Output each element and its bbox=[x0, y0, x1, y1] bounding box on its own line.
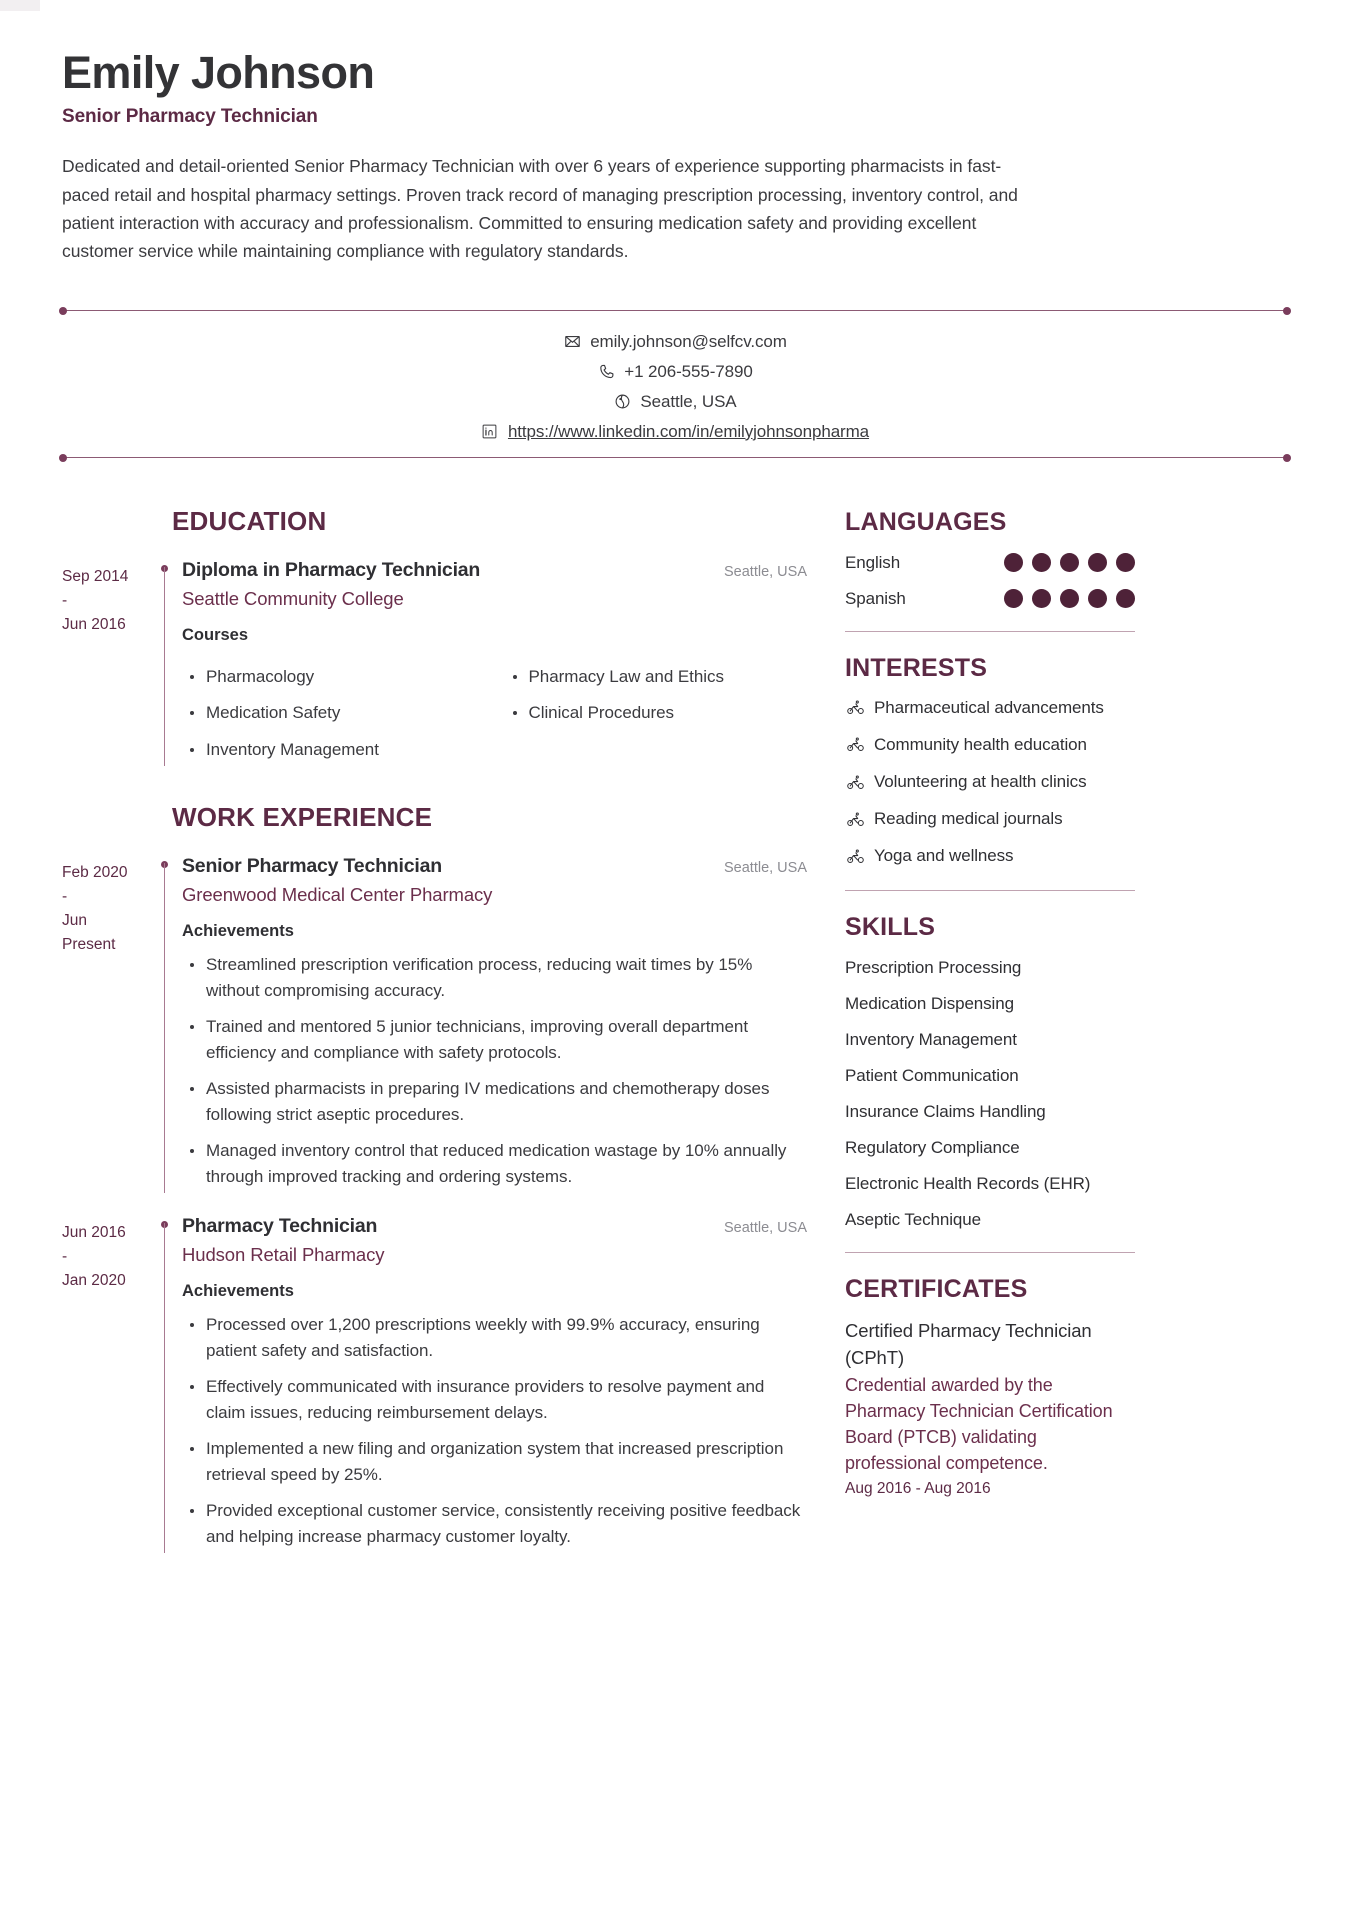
level-dot bbox=[1032, 553, 1051, 572]
skill-item: Patient Communication bbox=[845, 1066, 1019, 1086]
work-date-end-1: Jan 2020 bbox=[62, 1272, 126, 1290]
timeline-line bbox=[164, 567, 165, 767]
languages-section-title: LANGUAGES bbox=[845, 507, 1007, 536]
contact-location[interactable] bbox=[62, 387, 1288, 417]
interest-item bbox=[845, 807, 1135, 831]
skill-item: Insurance Claims Handling bbox=[845, 1102, 1046, 1122]
education-location: Seattle, USA bbox=[723, 563, 807, 580]
globe-icon bbox=[613, 393, 631, 411]
work-date-separator: - bbox=[62, 1248, 68, 1266]
education-degree: Diploma in Pharmacy Technician bbox=[182, 558, 481, 581]
interest-label: Reading medical journals bbox=[874, 809, 1063, 829]
certificate-description: Credential awarded by the Pharmacy Technician Certification Board (PTCB) validating professional competence. bbox=[845, 1375, 1113, 1474]
contact-email[interactable] bbox=[62, 327, 1288, 357]
education-timeline bbox=[158, 559, 172, 767]
work-achievements-label: Achievements bbox=[182, 1282, 294, 1301]
interests-section-title: INTERESTS bbox=[845, 653, 988, 682]
education-date-start: Sep 2014 bbox=[62, 567, 129, 585]
work-section-title: WORK EXPERIENCE bbox=[172, 802, 433, 833]
envelope-icon bbox=[563, 333, 581, 351]
certificate-item bbox=[845, 1318, 1135, 1498]
list-item: Clinical Procedures bbox=[505, 700, 808, 726]
list-item: Provided exceptional customer service, consistently receiving positive feedback and helping increase pharmacy customer loyalty. bbox=[182, 1498, 807, 1549]
bicycle-icon bbox=[845, 698, 865, 718]
education-entry-body bbox=[172, 559, 807, 767]
skills-section-title: SKILLS bbox=[845, 913, 936, 942]
work-entry-dates bbox=[62, 855, 158, 1193]
work-entry bbox=[62, 855, 807, 1193]
main-column bbox=[62, 506, 807, 1554]
level-dot bbox=[1060, 589, 1079, 608]
education-section bbox=[62, 506, 807, 767]
timeline-line bbox=[164, 863, 165, 1193]
certificate-name: Certified Pharmacy Technician (CPhT) bbox=[845, 1320, 1092, 1369]
work-date-separator: - bbox=[62, 888, 68, 906]
contact-rule-bottom bbox=[62, 457, 1288, 458]
interest-label: Pharmaceutical advancements bbox=[874, 697, 1104, 717]
contact-phone[interactable] bbox=[62, 357, 1288, 387]
work-entry bbox=[62, 1215, 807, 1553]
language-level-dots bbox=[1004, 589, 1135, 608]
contact-email-text: emily.johnson@selfcv.com bbox=[590, 331, 787, 351]
timeline-line bbox=[164, 1223, 165, 1553]
interest-label: Volunteering at health clinics bbox=[874, 772, 1087, 792]
contact-band bbox=[62, 292, 1288, 472]
work-role: Pharmacy Technician bbox=[182, 1215, 378, 1238]
work-date-start: Feb 2020 bbox=[62, 864, 128, 882]
work-entry-body bbox=[172, 855, 807, 1193]
work-achievements-list bbox=[182, 952, 807, 1189]
work-timeline bbox=[158, 855, 172, 1193]
work-timeline bbox=[158, 1215, 172, 1553]
education-courses-label: Courses bbox=[182, 625, 249, 644]
education-date-end: Jun 2016 bbox=[62, 615, 126, 633]
work-role: Senior Pharmacy Technician bbox=[182, 855, 442, 878]
list-item: Pharmacology bbox=[182, 664, 485, 690]
level-dot bbox=[1004, 553, 1023, 572]
certificates-section-title: CERTIFICATES bbox=[845, 1275, 1028, 1304]
contact-rule-top bbox=[62, 310, 1288, 311]
skill-item: Prescription Processing bbox=[845, 958, 1022, 978]
education-entry-dates bbox=[62, 559, 158, 767]
contact-linkedin[interactable] bbox=[62, 417, 1288, 447]
work-entry-head bbox=[182, 1215, 807, 1238]
contact-list bbox=[62, 311, 1288, 457]
contact-location-text: Seattle, USA bbox=[640, 391, 737, 411]
work-entry-body bbox=[172, 1215, 807, 1553]
work-company: Hudson Retail Pharmacy bbox=[182, 1244, 385, 1266]
level-dot bbox=[1116, 553, 1135, 572]
work-date-end-2: Present bbox=[62, 936, 116, 954]
sidebar-divider bbox=[845, 631, 1135, 632]
work-achievements-label: Achievements bbox=[182, 922, 294, 941]
list-item: Medication Safety bbox=[182, 700, 485, 726]
resume-body bbox=[62, 506, 1288, 1554]
education-entry-head bbox=[182, 559, 807, 582]
sidebar-divider bbox=[845, 890, 1135, 891]
interest-item bbox=[845, 844, 1135, 868]
skill-item: Inventory Management bbox=[845, 1030, 1017, 1050]
list-item: Managed inventory control that reduced medication wastage by 10% annually through improved tracking and ordering systems. bbox=[182, 1138, 807, 1189]
list-item: Trained and mentored 5 junior technicians, improving overall department efficiency and compliance with safety protocols. bbox=[182, 1014, 807, 1065]
bicycle-icon bbox=[845, 809, 865, 829]
education-school: Seattle Community College bbox=[182, 587, 404, 609]
list-item: Effectively communicated with insurance providers to resolve payment and claim issues, reducing reimbursement delays. bbox=[182, 1374, 807, 1425]
language-name: English bbox=[845, 552, 901, 572]
list-item: Streamlined prescription verification process, reducing wait times by 15% without compromising accuracy. bbox=[182, 952, 807, 1003]
full-name: Emily Johnson bbox=[62, 47, 375, 98]
interest-label: Yoga and wellness bbox=[874, 846, 1014, 866]
resume-header bbox=[62, 0, 1288, 266]
interest-item bbox=[845, 770, 1135, 794]
level-dot bbox=[1032, 589, 1051, 608]
work-entry-dates bbox=[62, 1215, 158, 1553]
sidebar-divider bbox=[845, 1252, 1135, 1253]
list-item: Processed over 1,200 prescriptions weekly with 99.9% accuracy, ensuring patient safety and satisfaction. bbox=[182, 1312, 807, 1363]
languages-section bbox=[845, 508, 1135, 631]
level-dot bbox=[1004, 589, 1023, 608]
work-location: Seattle, USA bbox=[723, 1220, 807, 1237]
level-dot bbox=[1088, 553, 1107, 572]
phone-icon bbox=[597, 363, 615, 381]
bicycle-icon bbox=[845, 735, 865, 755]
skill-item: Aseptic Technique bbox=[845, 1210, 981, 1230]
certificate-date: Aug 2016 - Aug 2016 bbox=[845, 1480, 991, 1498]
professional-summary: Dedicated and detail-oriented Senior Pharmacy Technician with over 6 years of experience supporting pharmacists in fast-paced retail and hospital pharmacy settings. Proven track record of managing prescription processing, inventory control, and patient interaction with accuracy and professionalism. Committed to ensuring medication safety and providing excellent customer service while maintaining compliance with regulatory standards. bbox=[62, 156, 1018, 262]
job-title: Senior Pharmacy Technician bbox=[62, 106, 318, 128]
interests-section bbox=[845, 654, 1135, 891]
skills-section bbox=[845, 913, 1135, 1252]
work-section bbox=[62, 802, 807, 1553]
list-item: Pharmacy Law and Ethics bbox=[505, 664, 808, 690]
contact-linkedin-link[interactable]: https://www.linkedin.com/in/emilyjohnsonpharma bbox=[507, 421, 870, 441]
education-date-separator: - bbox=[62, 591, 68, 609]
interest-label: Community health education bbox=[874, 734, 1087, 754]
language-level-dots bbox=[1004, 553, 1135, 572]
interest-item bbox=[845, 733, 1135, 757]
linkedin-icon bbox=[481, 423, 499, 441]
skill-item: Electronic Health Records (EHR) bbox=[845, 1174, 1091, 1194]
education-entry bbox=[62, 559, 807, 767]
bicycle-icon bbox=[845, 846, 865, 866]
level-dot bbox=[1060, 553, 1079, 572]
work-date-start: Jun 2016 bbox=[62, 1224, 126, 1242]
list-item: Assisted pharmacists in preparing IV medications and chemotherapy doses following strict aseptic procedures. bbox=[182, 1076, 807, 1127]
level-dot bbox=[1088, 589, 1107, 608]
education-courses-list bbox=[182, 653, 807, 763]
skill-item: Regulatory Compliance bbox=[845, 1138, 1020, 1158]
list-item: Inventory Management bbox=[182, 737, 485, 763]
certificates-section bbox=[845, 1275, 1135, 1520]
work-achievements-list bbox=[182, 1312, 807, 1549]
skill-item: Medication Dispensing bbox=[845, 994, 1014, 1014]
education-section-title: EDUCATION bbox=[172, 505, 327, 536]
work-date-end-1: Jun bbox=[62, 912, 87, 930]
contact-phone-text: +1 206-555-7890 bbox=[624, 361, 753, 381]
work-company: Greenwood Medical Center Pharmacy bbox=[182, 884, 493, 906]
sidebar-column bbox=[845, 506, 1135, 1554]
language-row-spanish bbox=[845, 589, 1135, 609]
work-location: Seattle, USA bbox=[723, 860, 807, 877]
corner-mark bbox=[0, 0, 40, 11]
list-item: Implemented a new filing and organization system that increased prescription retrieval speed by 25%. bbox=[182, 1436, 807, 1487]
language-name: Spanish bbox=[845, 588, 906, 608]
language-row-english bbox=[845, 553, 1135, 573]
work-entry-head bbox=[182, 855, 807, 878]
bicycle-icon bbox=[845, 772, 865, 792]
interest-item bbox=[845, 696, 1135, 720]
level-dot bbox=[1116, 589, 1135, 608]
